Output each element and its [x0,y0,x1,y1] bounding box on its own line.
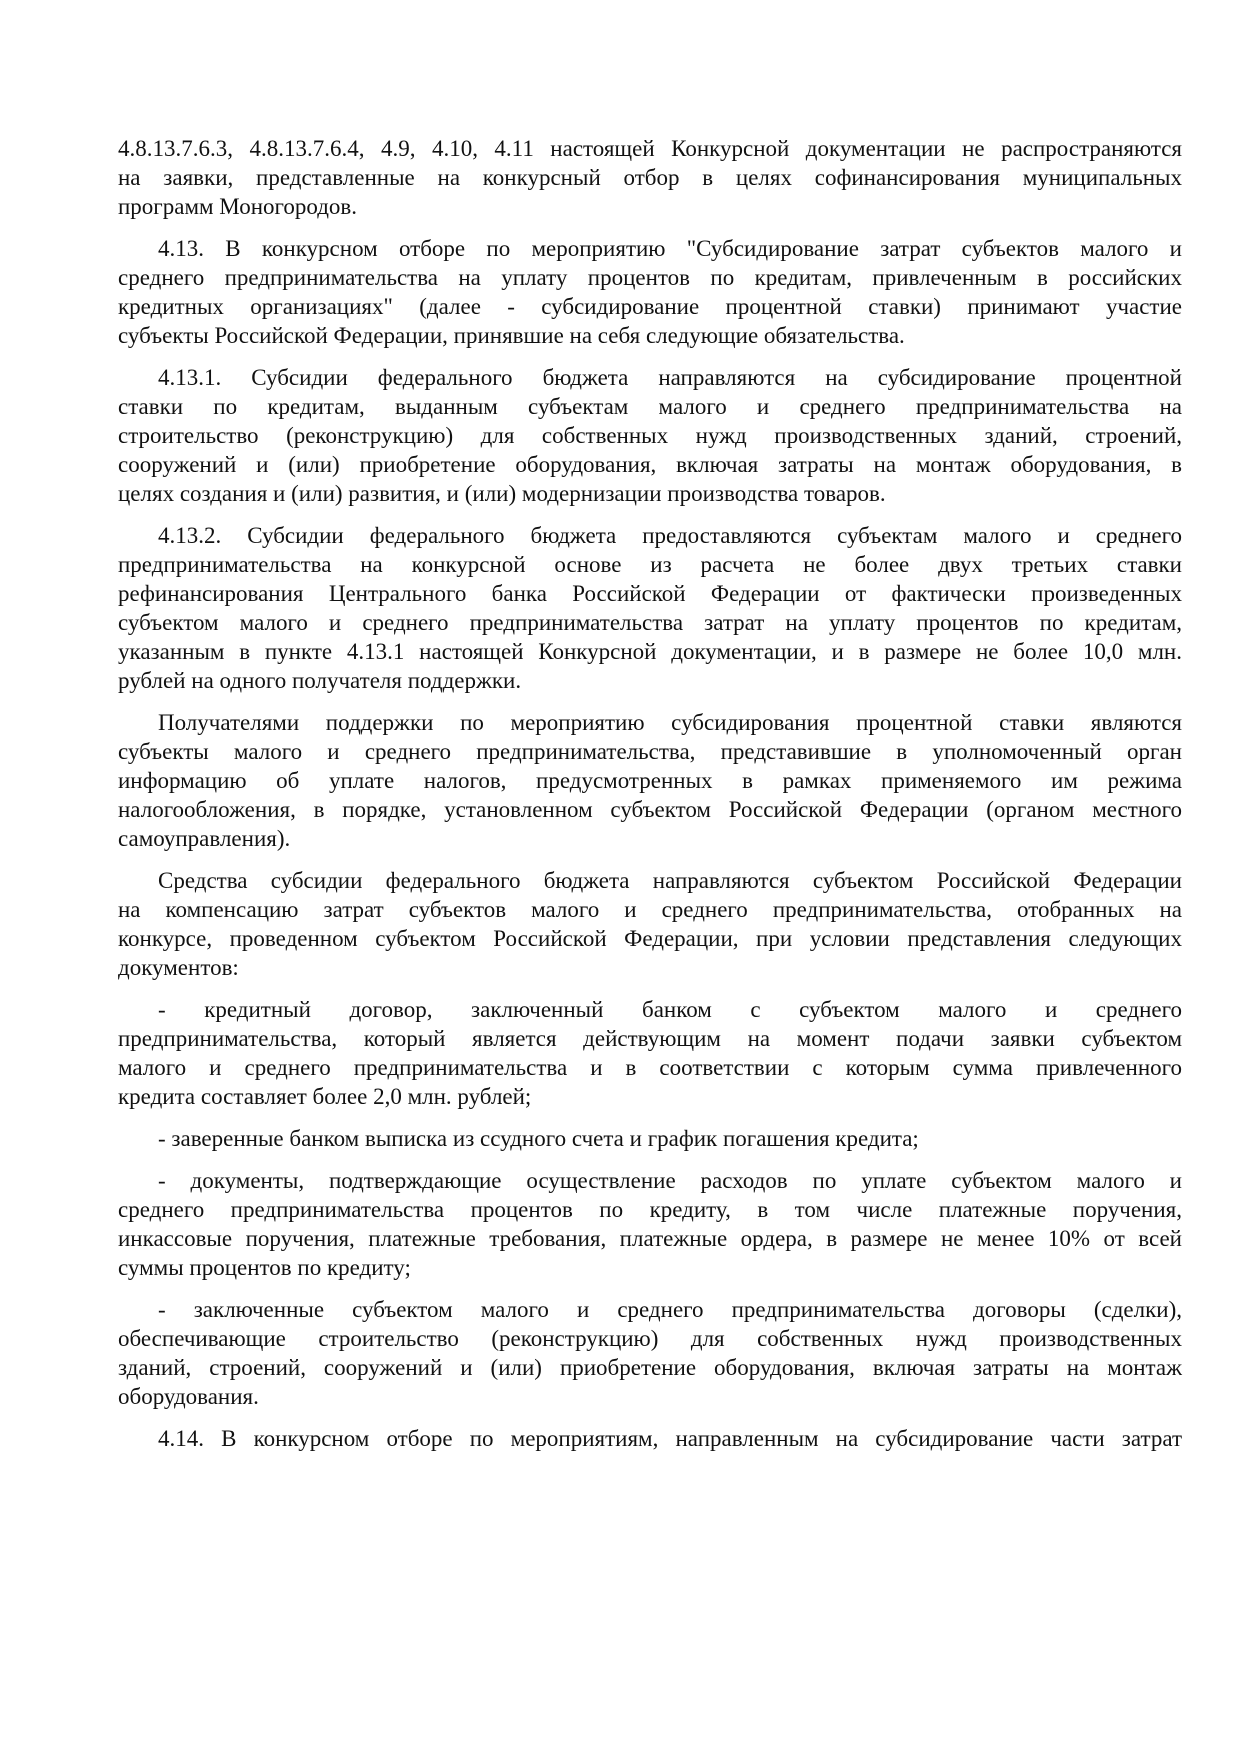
paragraph [118,1295,1182,1411]
text-line: среднего предпринимательства процентов по кредиту, в том числе платежные поручения, [118,1197,1182,1222]
text-line: документов: [118,955,239,980]
text-line: кредита составляет более 2,0 млн. рублей; [118,1084,532,1109]
text-line: предпринимательства, который является действующим на момент подачи заявки субъектом [118,1026,1182,1051]
paragraph [118,1124,1182,1153]
text-line: 4.13. В конкурсном отборе по мероприятию "Субсидирование затрат субъектов малого и [158,236,1182,261]
text-line: сооружений и (или) приобретение оборудования, включая затраты на монтаж оборудования, в [118,452,1182,477]
text-line: - заверенные банком выписка из ссудного счета и график погашения кредита; [158,1126,919,1151]
text-line: малого и среднего предпринимательства и в соответствии с которым сумма привлеченного [118,1055,1182,1080]
text-line: - кредитный договор, заключенный банком с субъектом малого и среднего [158,997,1182,1022]
text-line: Получателями поддержки по мероприятию субсидирования процентной ставки являются [158,710,1182,735]
text-line: рублей на одного получателя поддержки. [118,668,522,693]
text-line: самоуправления). [118,826,291,851]
paragraph [118,363,1182,508]
text-line: инкассовые поручения, платежные требования, платежные ордера, в размере не менее 10% от всей [118,1226,1182,1251]
text-line: программ Моногородов. [118,194,358,219]
paragraph [118,1424,1182,1453]
text-line: строительство (реконструкцию) для собственных нужд производственных зданий, строений, [118,423,1182,448]
paragraph [118,134,1182,221]
text-line: налогообложения, в порядке, установленном субъектом Российской Федерации (органом местного [118,797,1182,822]
text-line: зданий, строений, сооружений и (или) приобретение оборудования, включая затраты на монтаж [118,1355,1182,1380]
text-line: обеспечивающие строительство (реконструкцию) для собственных нужд производственных [118,1326,1182,1351]
paragraph [118,866,1182,982]
text-line: среднего предпринимательства на уплату процентов по кредитам, привлеченным в российских [118,265,1182,290]
text-line: 4.14. В конкурсном отборе по мероприятиям, направленным на субсидирование части затрат [158,1426,1182,1451]
document-page [118,134,1182,1466]
text-line: субъектом малого и среднего предпринимательства затрат на уплату процентов по кредитам, [118,610,1182,635]
text-line: на компенсацию затрат субъектов малого и среднего предпринимательства, отобранных на [118,897,1182,922]
paragraph [118,234,1182,350]
text-line: - заключенные субъектом малого и среднего предпринимательства договоры (сделки), [158,1297,1182,1322]
text-line: 4.13.2. Субсидии федерального бюджета предоставляются субъектам малого и среднего [158,523,1182,548]
text-line: - документы, подтверждающие осуществление расходов по уплате субъектом малого и [158,1168,1182,1193]
text-line: оборудования. [118,1384,259,1409]
paragraph [118,708,1182,853]
text-line: конкурсе, проведенном субъектом Российской Федерации, при условии представления следующих [118,926,1182,951]
text-line: указанным в пункте 4.13.1 настоящей Конкурсной документации, и в размере не более 10,0 млн. [118,639,1182,664]
text-line: информацию об уплате налогов, предусмотренных в рамках применяемого им режима [118,768,1182,793]
text-line: предпринимательства на конкурсной основе из расчета не более двух третьих ставки [118,552,1182,577]
paragraph [118,995,1182,1111]
text-line: субъекты Российской Федерации, принявшие на себя следующие обязательства. [118,323,905,348]
paragraph [118,521,1182,695]
text-line: кредитных организациях" (далее - субсидирование процентной ставки) принимают участие [118,294,1182,319]
text-line: на заявки, представленные на конкурсный отбор в целях софинансирования муниципальных [118,165,1182,190]
paragraph [118,1166,1182,1282]
text-line: суммы процентов по кредиту; [118,1255,411,1280]
text-line: Средства субсидии федерального бюджета направляются субъектом Российской Федерации [158,868,1182,893]
text-line: субъекты малого и среднего предпринимательства, представившие в уполномоченный орган [118,739,1182,764]
text-line: ставки по кредитам, выданным субъектам малого и среднего предпринимательства на [118,394,1182,419]
text-line: целях создания и (или) развития, и (или) модернизации производства товаров. [118,481,886,506]
text-line: 4.13.1. Субсидии федерального бюджета направляются на субсидирование процентной [158,365,1182,390]
text-line: рефинансирования Центрального банка Российской Федерации от фактически произведенных [118,581,1182,606]
text-line: 4.8.13.7.6.3, 4.8.13.7.6.4, 4.9, 4.10, 4.11 настоящей Конкурсной документации не распространяются [118,136,1182,161]
